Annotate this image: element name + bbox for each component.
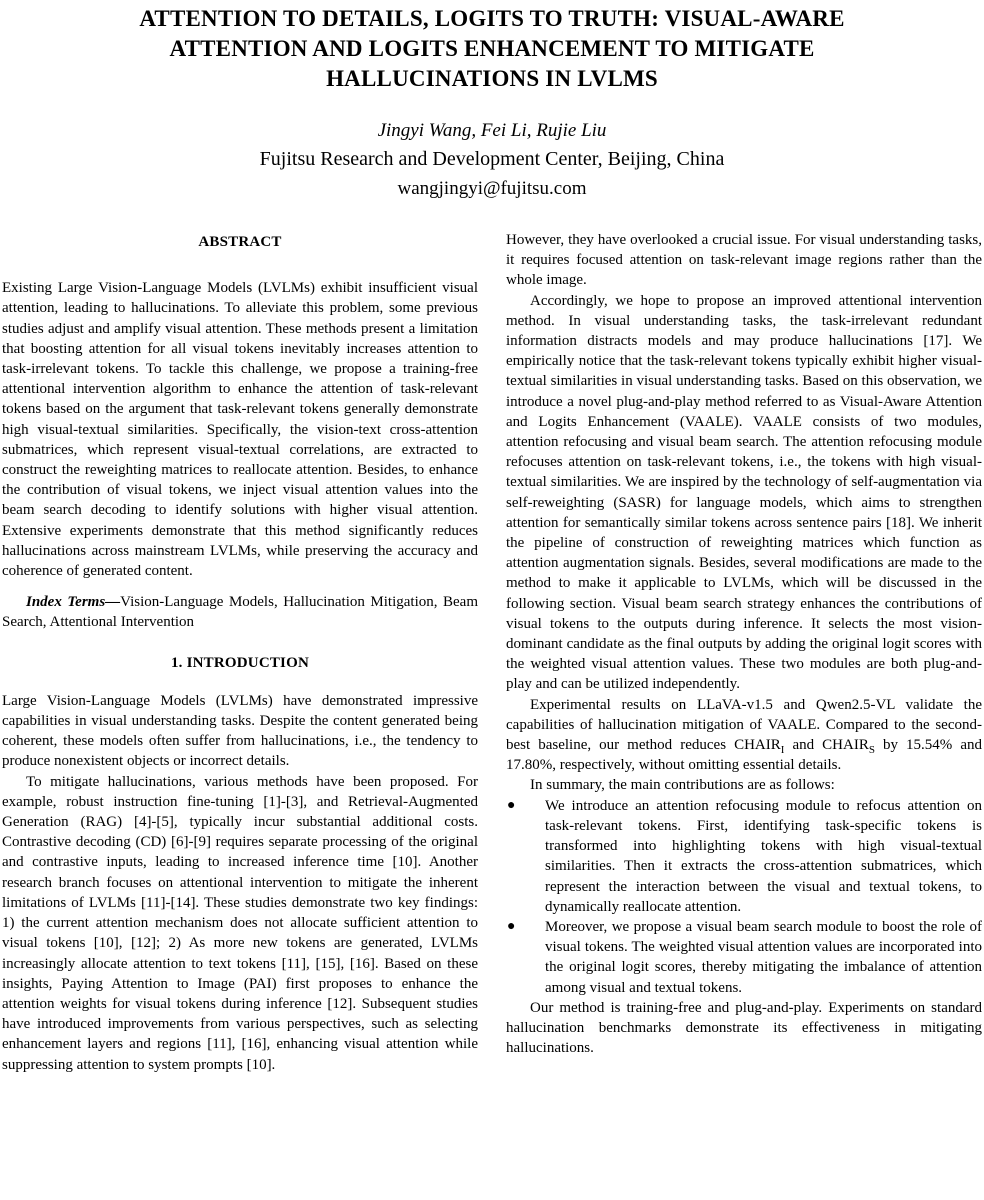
right-paragraph-1: However, they have overlooked a crucial issue. For visual understanding tasks, it requires focused attention on task-relevant image regions rather than the whole image. <box>506 232 982 289</box>
author-email: wangjingyi@fujitsu.com <box>397 178 587 199</box>
bullet-icon: ● <box>507 797 516 813</box>
left-column <box>2 230 478 1075</box>
contributions-list <box>506 796 982 998</box>
index-terms-label: Index Terms— <box>26 594 121 611</box>
bullet-icon: ● <box>507 918 516 934</box>
results-text-mid: and CHAIR <box>784 737 869 754</box>
results-paragraph <box>506 695 982 776</box>
introduction-heading: 1. INTRODUCTION <box>170 654 309 671</box>
paper-title-line-3: HALLUCINATIONS IN LVLMS <box>326 66 658 91</box>
introduction-paragraph-2: To mitigate hallucinations, various methods have been proposed. For example, robust instruction fine-tuning [1]-[3], and Retrieval-Augmented Generation (RAG) [4]-[5], typically incur substantial additional costs. Contrastive decoding (CD) [6]-[9] requires separate processing of the original and contrastive inputs, leading to increased inference time [10]. Another research branch focuses on attentional intervention to mitigate the inherent limitations of LVLMs [11]-[14]. These studies demonstrate two key findings: 1) the current attention mechanism does not allocate sufficient attention to visual tokens [10], [12]; 2) As more new tokens are generated, LVLMs increasingly allocate attention to text tokens [11], [15], [16]. Based on these insights, Paying Attention to Image (PAI) first proposes to enhance the attention weights for visual tokens during inference [12]. Subsequent studies have introduced improvements from various perspectives, such as selecting enhancement layers and regions [11], [16], enhancing visual attention while suppressing attention to system prompts [10]. <box>2 773 478 1073</box>
right-column <box>506 230 982 1075</box>
list-item <box>506 917 982 998</box>
index-terms-body: Vision-Language Models, Hallucination Mitigation, Beam Search, Attentional Intervention <box>2 594 479 631</box>
introduction-paragraph-1: Large Vision-Language Models (LVLMs) have demonstrated impressive capabilities in visual understanding tasks. Despite the content generated being coherent, these models often suffer from hallucinations, i.e., the tendency to produce nonexistent objects or incorrect details. <box>2 692 478 770</box>
paper-title <box>2 2 982 94</box>
contribution-text-2: Moreover, we propose a visual beam search module to boost the role of visual tokens. The weighted visual attention values are incorporated into the original logit scores, thereby mitigating the imbalance of attention among visual and textual tokens. <box>545 918 982 996</box>
chair-i-subscript: I <box>780 744 785 757</box>
paper-title-line-1: ATTENTION TO DETAILS, LOGITS TO TRUTH: VISUAL-AWARE <box>139 6 845 31</box>
closing-paragraph: Our method is training-free and plug-and-play. Experiments on standard hallucination benchmarks demonstrate its effectiveness in mitigating hallucinations. <box>506 999 982 1057</box>
paper-header <box>2 2 982 200</box>
right-paragraph-2: Accordingly, we hope to propose an improved attentional intervention method. In visual understanding tasks, the task-irrelevant redundant information distracts models and may produce hallucinations [17]. We empirically notice that the task-relevant tokens typically exhibit higher visual-textual similarities in visual understanding tasks. Based on this observation, we introduce a novel plug-and-play method referred to as Visual-Aware Attention and Logits Enhancement (VAALE). VAALE consists of two modules, attention refocusing and visual beam search. The attention refocusing module refocuses attention on task-relevant tokens, i.e., the tokens with high visual-textual similarities. We are inspired by the technology of self-augmentation via self-reweighting (SASR) for language models, which aims to strengthen attention for semantically similar tokens across sentence pairs [18]. We inherit the pipeline of construction of reweighting matrices which function as attention augmentation signals. Besides, several modifications are made to the method to make it applicable to LVLMs, which will be discussed in the following section. Visual beam search strategy enhances the contributions of visual tokens to the outputs during inference. It selects the most vision-dominant candidate as the final outputs by adding the original logit scores with the weighted visual attention values. These two modules are both plug-and-play and can be utilized independently. <box>506 292 982 693</box>
index-terms <box>2 592 478 632</box>
abstract-heading: ABSTRACT <box>198 234 282 250</box>
chair-s-subscript: S <box>868 744 875 757</box>
two-column-body <box>2 230 982 1075</box>
paper-title-line-2: ATTENTION AND LOGITS ENHANCEMENT TO MITIGATE <box>169 36 815 61</box>
affiliation: Fujitsu Research and Development Center, Beijing, China <box>259 148 725 170</box>
contribution-text-1: We introduce an attention refocusing module to refocus attention on task-relevant tokens. First, identifying task-specific tokens is transformed into highlighting tokens with high visual-textual similarities. Then it extracts the cross-attention submatrices, which represent the interaction between the visual and textual tokens, to dynamically reallocate attention. <box>545 797 982 915</box>
list-item <box>506 796 982 917</box>
abstract-paragraph: Existing Large Vision-Language Models (LVLMs) exhibit insufficient visual attention, leading to hallucinations. To alleviate this problem, some previous studies adjust and amplify visual attention. These methods present a limitation that boosting attention for all visual tokens inevitably increases attention to task-irrelevant tokens. To tackle this challenge, we propose a training-free attentional intervention algorithm to enhance the attention of task-relevant tokens based on the argument that task-relevant tokens generally demonstrate high visual-textual similarities. Specifically, the vision-text cross-attention submatrices, which represent visual-textual correlations, are extracted to construct the reweighting matrices to reallocate attention. Besides, to enhance the contribution of visual tokens, we inject visual attention values into the beam search decoding to identify solutions with higher visual attention. Extensive experiments demonstrate that this method significantly reduces hallucinations across mainstream LVLMs, while preserving the accuracy and coherence of generated content. <box>2 280 478 580</box>
authors: Jingyi Wang, Fei Li, Rujie Liu <box>377 120 607 141</box>
results-text: Experimental results on LLaVA-v1.5 and Qwen2.5-VL validate the capabilities of hallucination mitigation of VAALE. Compared to the second-best baseline, our method reduces CHAIR <box>506 696 982 754</box>
summary-lead: In summary, the main contributions are as follows: <box>530 777 835 794</box>
results-text-end: by 15.54% and 17.80%, respectively, without omitting essential details. <box>506 737 983 774</box>
